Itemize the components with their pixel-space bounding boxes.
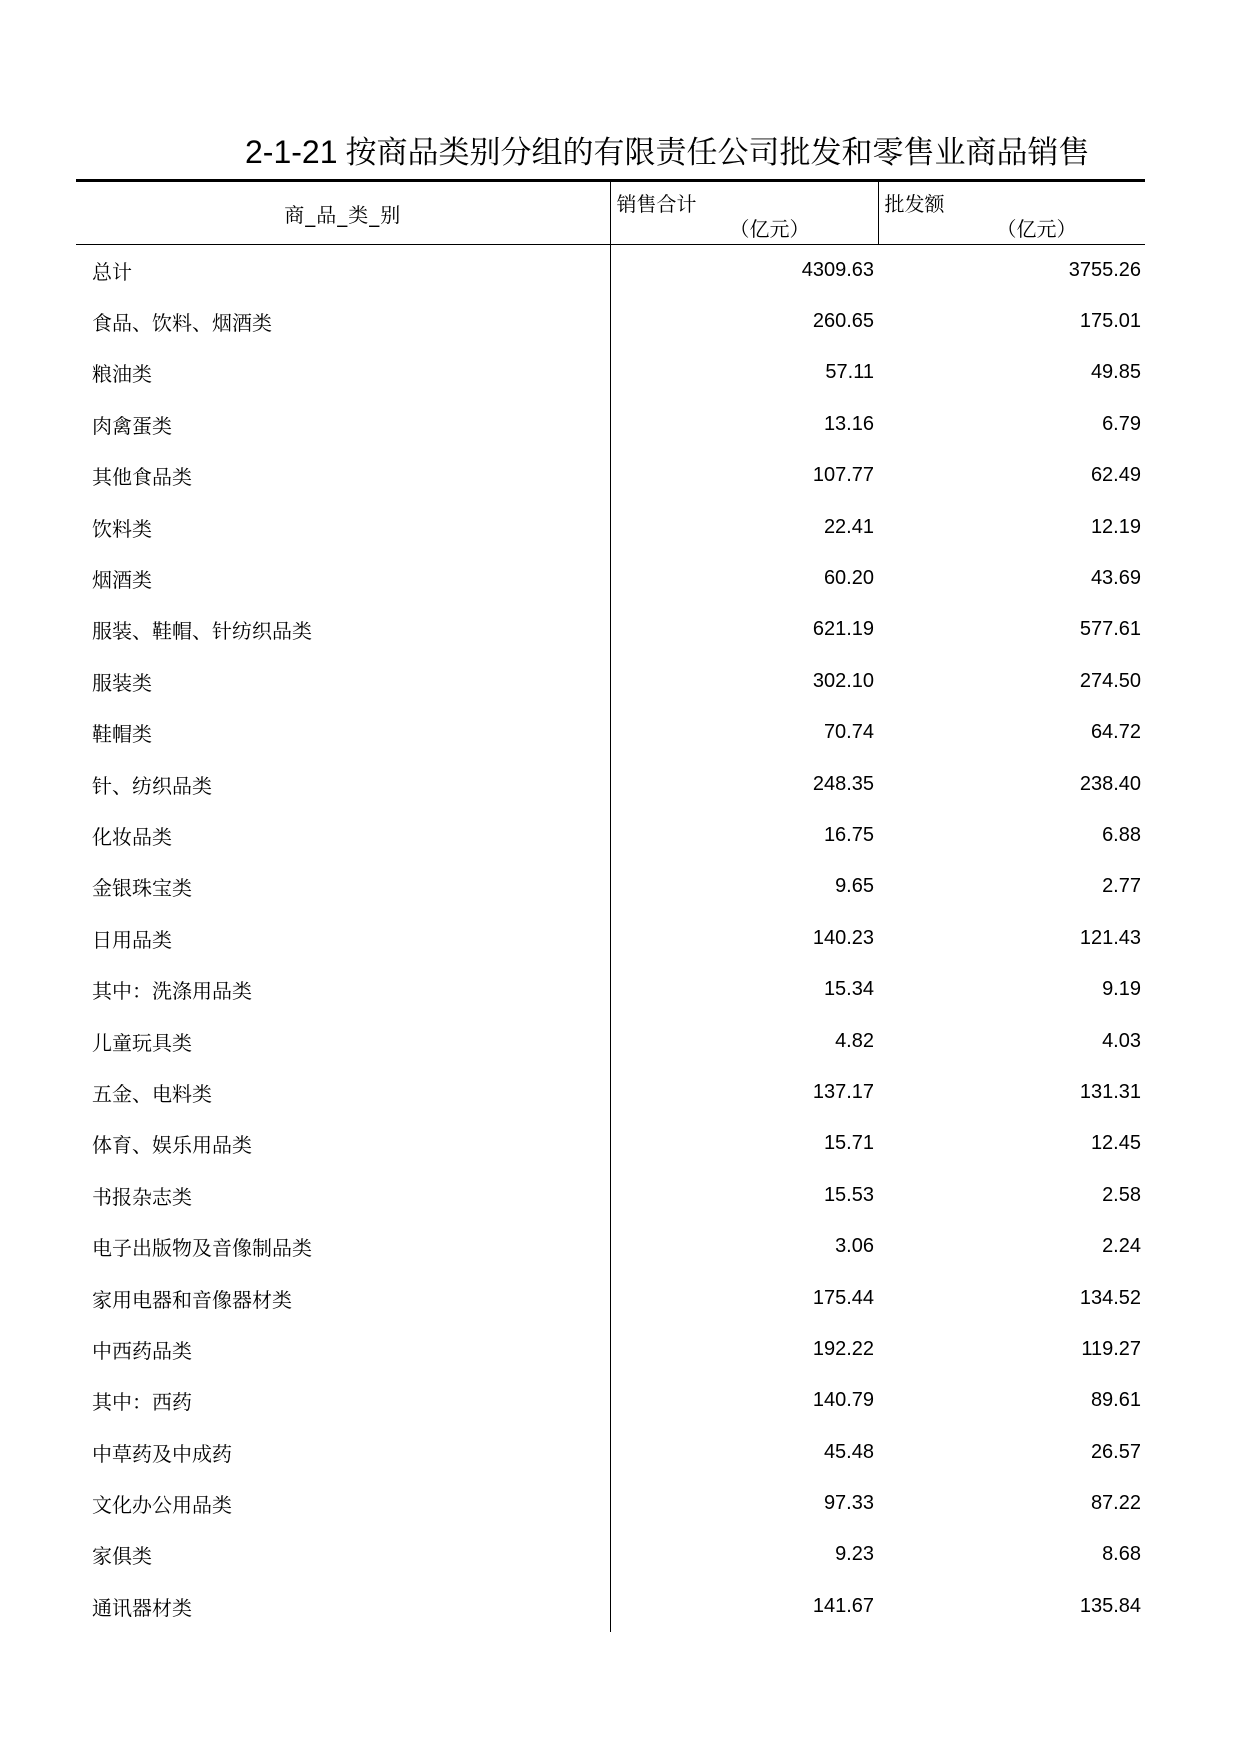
row-category: 中西药品类 (76, 1324, 610, 1375)
table-row (76, 1221, 1145, 1272)
header-wholesale-unit: （亿元） (996, 217, 1077, 241)
header-wholesale-label: 批发额 (884, 192, 945, 216)
row-sales-total: 9.65 (835, 875, 874, 898)
row-category: 其中：洗涤用品类 (76, 964, 610, 1015)
row-category: 书报杂志类 (76, 1170, 610, 1221)
table-row (76, 604, 1145, 655)
row-category: 家俱类 (76, 1529, 610, 1580)
table-row (76, 656, 1145, 707)
row-category: 烟酒类 (76, 553, 610, 604)
row-sales-total: 260.65 (812, 310, 874, 333)
row-sales-total: 4.82 (835, 1029, 874, 1052)
row-category: 鞋帽类 (76, 707, 610, 758)
table-row (76, 347, 1145, 398)
table-row (76, 1015, 1145, 1066)
row-sales-total: 13.16 (823, 412, 874, 435)
sales-table (76, 179, 1145, 1632)
table-row (76, 450, 1145, 501)
row-category: 体育、娱乐用品类 (76, 1118, 610, 1169)
row-category: 饮料类 (76, 501, 610, 552)
table-row (76, 245, 1145, 296)
table-row (76, 810, 1145, 861)
row-category: 儿童玩具类 (76, 1015, 610, 1066)
row-wholesale: 3755.26 (1068, 258, 1141, 281)
table-row (76, 1170, 1145, 1221)
table-title-text: 按商品类别分组的有限责任公司批发和零售业商品销售 (345, 135, 1090, 171)
table-row (76, 861, 1145, 912)
row-category: 家用电器和音像器材类 (76, 1272, 610, 1323)
row-category: 食品、饮料、烟酒类 (76, 296, 610, 347)
row-wholesale: 49.85 (1090, 361, 1141, 384)
row-wholesale: 6.88 (1102, 823, 1141, 846)
row-category: 针、纺织品类 (76, 758, 610, 809)
row-sales-total: 107.77 (812, 464, 874, 487)
row-wholesale: 64.72 (1090, 721, 1141, 744)
row-wholesale: 8.68 (1102, 1543, 1141, 1566)
row-sales-total: 9.23 (835, 1543, 874, 1566)
row-wholesale: 89.61 (1090, 1389, 1141, 1412)
row-category: 金银珠宝类 (76, 861, 610, 912)
table-row (76, 1529, 1145, 1580)
row-category: 文化办公用品类 (76, 1478, 610, 1529)
row-sales-total: 57.11 (825, 361, 874, 384)
row-sales-total: 22.41 (823, 515, 874, 538)
row-sales-total: 15.34 (823, 978, 874, 1001)
row-sales-total: 140.79 (812, 1389, 874, 1412)
header-sales-total-unit: （亿元） (729, 217, 810, 241)
row-category: 服装、鞋帽、针纺织品类 (76, 604, 610, 655)
table-row (76, 1426, 1145, 1477)
row-category: 化妆品类 (76, 810, 610, 861)
table-row (76, 1118, 1145, 1169)
row-category: 服装类 (76, 656, 610, 707)
row-wholesale: 135.84 (1079, 1594, 1141, 1617)
table-row (76, 399, 1145, 450)
row-sales-total: 621.19 (812, 618, 874, 641)
row-wholesale: 2.24 (1102, 1235, 1141, 1258)
row-category: 日用品类 (76, 913, 610, 964)
row-sales-total: 248.35 (812, 772, 874, 795)
row-wholesale: 238.40 (1079, 772, 1141, 795)
header-wholesale (878, 181, 1145, 245)
row-wholesale: 4.03 (1102, 1029, 1141, 1052)
row-wholesale: 175.01 (1079, 310, 1141, 333)
row-sales-total: 302.10 (812, 669, 874, 692)
row-wholesale: 12.45 (1090, 1132, 1141, 1155)
row-category: 粮油类 (76, 347, 610, 398)
row-sales-total: 3.06 (835, 1235, 874, 1258)
row-wholesale: 2.58 (1102, 1183, 1141, 1206)
row-category: 电子出版物及音像制品类 (76, 1221, 610, 1272)
table-row (76, 758, 1145, 809)
table-row (76, 913, 1145, 964)
row-wholesale: 134.52 (1079, 1286, 1141, 1309)
row-sales-total: 45.48 (823, 1440, 874, 1463)
table-row (76, 296, 1145, 347)
row-sales-total: 175.44 (812, 1286, 874, 1309)
row-category: 五金、电料类 (76, 1067, 610, 1118)
table-body (76, 245, 1145, 1633)
row-wholesale: 26.57 (1090, 1440, 1141, 1463)
row-category: 总计 (76, 245, 610, 296)
table-row (76, 1272, 1145, 1323)
row-wholesale: 121.43 (1079, 926, 1141, 949)
row-sales-total: 4309.63 (801, 258, 874, 281)
row-wholesale: 2.77 (1102, 875, 1141, 898)
header-category: 商_品_类_别 (76, 181, 610, 245)
table-row (76, 553, 1145, 604)
table-row (76, 1067, 1145, 1118)
row-sales-total: 70.74 (823, 721, 874, 744)
row-wholesale: 119.27 (1081, 1337, 1141, 1360)
table-row (76, 1324, 1145, 1375)
row-sales-total: 15.53 (823, 1183, 874, 1206)
row-wholesale: 274.50 (1079, 669, 1141, 692)
page-title (245, 130, 1145, 174)
header-row (76, 181, 1145, 245)
table-row (76, 1478, 1145, 1529)
row-sales-total: 16.75 (823, 823, 874, 846)
table-row (76, 1581, 1145, 1632)
row-category: 其他食品类 (76, 450, 610, 501)
table-row (76, 964, 1145, 1015)
row-category: 通讯器材类 (76, 1581, 610, 1632)
row-wholesale: 577.61 (1079, 618, 1141, 641)
header-sales-total (610, 181, 878, 245)
table-code: 2-1-21 (245, 134, 338, 170)
row-category: 中草药及中成药 (76, 1426, 610, 1477)
row-sales-total: 97.33 (823, 1492, 874, 1515)
table-row (76, 501, 1145, 552)
row-wholesale: 6.79 (1102, 412, 1141, 435)
row-wholesale: 43.69 (1090, 567, 1141, 590)
table-row (76, 1375, 1145, 1426)
row-sales-total: 137.17 (812, 1080, 874, 1103)
row-sales-total: 60.20 (823, 567, 874, 590)
row-sales-total: 140.23 (812, 926, 874, 949)
row-sales-total: 192.22 (812, 1337, 874, 1360)
row-category: 肉禽蛋类 (76, 399, 610, 450)
row-sales-total: 141.67 (812, 1594, 874, 1617)
table-row (76, 707, 1145, 758)
row-wholesale: 87.22 (1090, 1492, 1141, 1515)
row-sales-total: 15.71 (823, 1132, 874, 1155)
header-sales-total-label: 销售合计 (616, 192, 697, 216)
row-wholesale: 9.19 (1102, 978, 1141, 1001)
row-wholesale: 62.49 (1090, 464, 1141, 487)
row-wholesale: 131.31 (1079, 1080, 1141, 1103)
row-category: 其中：西药 (76, 1375, 610, 1426)
row-wholesale: 12.19 (1090, 515, 1141, 538)
